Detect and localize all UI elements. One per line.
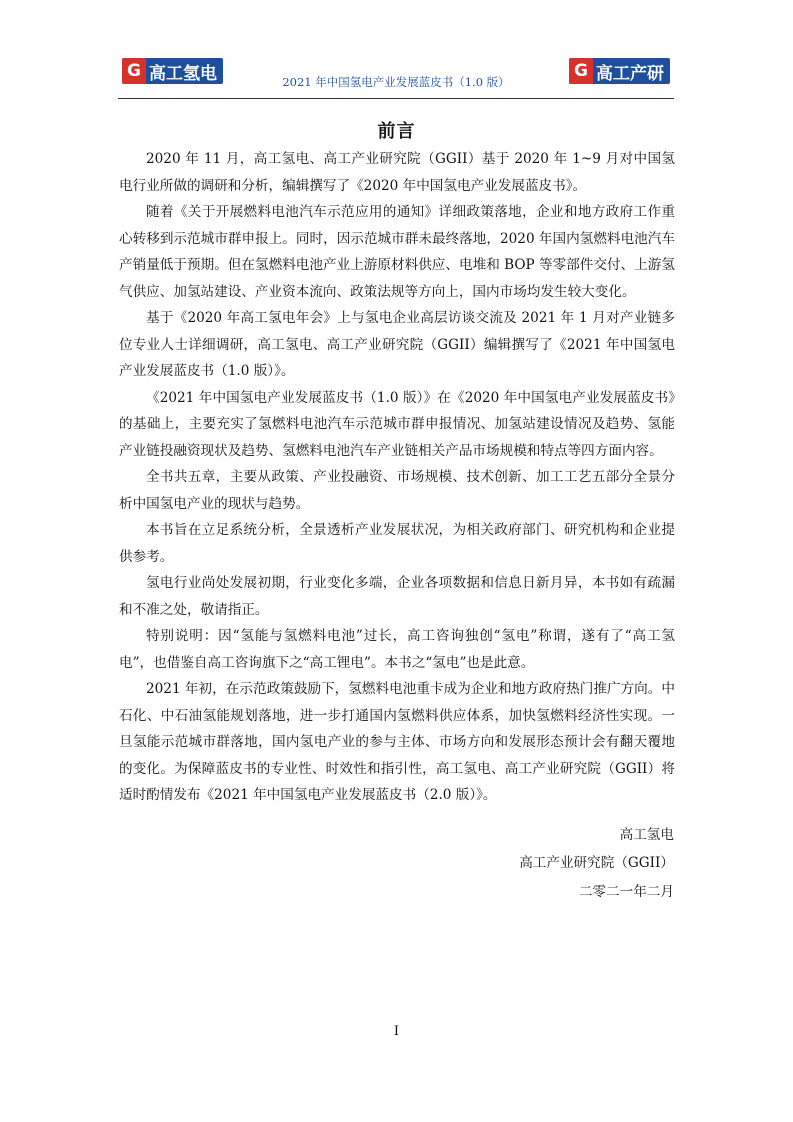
body-text [119,146,675,809]
paragraph: 2021 年初，在示范政策鼓励下，氢燃料电池重卡成为企业和地方政府热门推广方向。中石化、中石油氢能规划落地，进一步打通国内氢燃料供应体系，加快氢燃料经济性实现。一旦氢能示范城市群落地，国内氢电产业的参与主体、市场方向和发展形态预计会有翻天覆地的变化。为保障蓝皮书的专业性、时效性和指引性，高工氢电、高工产业研究院（GGII）将适时酌情发布《2021 年中国氢电产业发展蓝皮书（2.0 版）》。 [119,681,675,803]
page-header [118,52,674,99]
paragraph: 氢电行业尚处发展初期，行业变化多端，企业各项数据和信息日新月异，本书如有疏漏和不准之处，敬请指正。 [119,575,675,618]
logo-left-text: 高工氢电 [149,63,217,84]
paragraph: 随着《关于开展燃料电池汽车示范应用的通知》详细政策落地，企业和地方政府工作重心转移到示范城市群申报上。同时，因示范城市群未最终落地，2020 年国内氢燃料电池汽车产销量低于预期。但在氢燃料电池产业上游原材料供应、电堆和 BOP 等零部件交付、上游氢气供应、加氢站建设、产业资本流向、政策法规等方向上，国内市场均发生较大变化。 [119,204,675,300]
header-title: 2021 年中国氢电产业发展蓝皮书（1.0 版） [282,75,510,89]
paragraph: 基于《2020 年高工氢电年会》上与氢电企业高层访谈交流及 2021 年 1 月对产业链多位专业人士详细调研，高工氢电、高工产业研究院（GGII）编辑撰写了《2021 年中国氢电产业发展蓝皮书（1.0 版）》。 [119,310,675,379]
g-logo-icon: G [569,58,593,84]
signature-org1: 高工氢电 [619,827,674,843]
page-number: I [393,1024,400,1039]
signature-org2: 高工产业研究院（GGII） [519,855,674,871]
paragraph: 本书旨在立足系统分析，全景透析产业发展状况，为相关政府部门、研究机构和企业提供参考。 [119,522,675,565]
paragraph: 2020 年 11 月，高工氢电、高工产业研究院（GGII）基于 2020 年 1~9 月对中国氢电行业所做的调研和分析，编辑撰写了《2020 年中国氢电产业发展蓝皮书》。 [119,151,675,194]
logo-right-text: 高工产研 [596,63,664,84]
paragraph: 《2021 年中国氢电产业发展蓝皮书（1.0 版）》在《2020 年中国氢电产业发展蓝皮书》的基础上，主要充实了氢燃料电池汽车示范城市群申报情况、加氢站建设情况及趋势、氢能产业链投融资现状及趋势、氢燃料电池汽车产业链相关产品市场规模和特点等四方面内容。 [119,389,675,459]
gg-research-logo [569,58,670,84]
signature-date: 二零二一年二月 [578,884,674,900]
paragraph: 全书共五章，主要从政策、产业投融资、市场规模、技术创新、加工工艺五部分全景分析中国氢电产业的现状与趋势。 [119,469,675,512]
paragraph: 特别说明：因“氢能与氢燃料电池”过长，高工咨询独创“氢电”称谓，遂有了“高工氢电”，也借鉴自高工咨询旗下之“高工锂电”。本书之“氢电”也是此意。 [119,628,675,671]
g-logo-icon: G [122,58,146,84]
page-title: 前言 [377,121,416,142]
